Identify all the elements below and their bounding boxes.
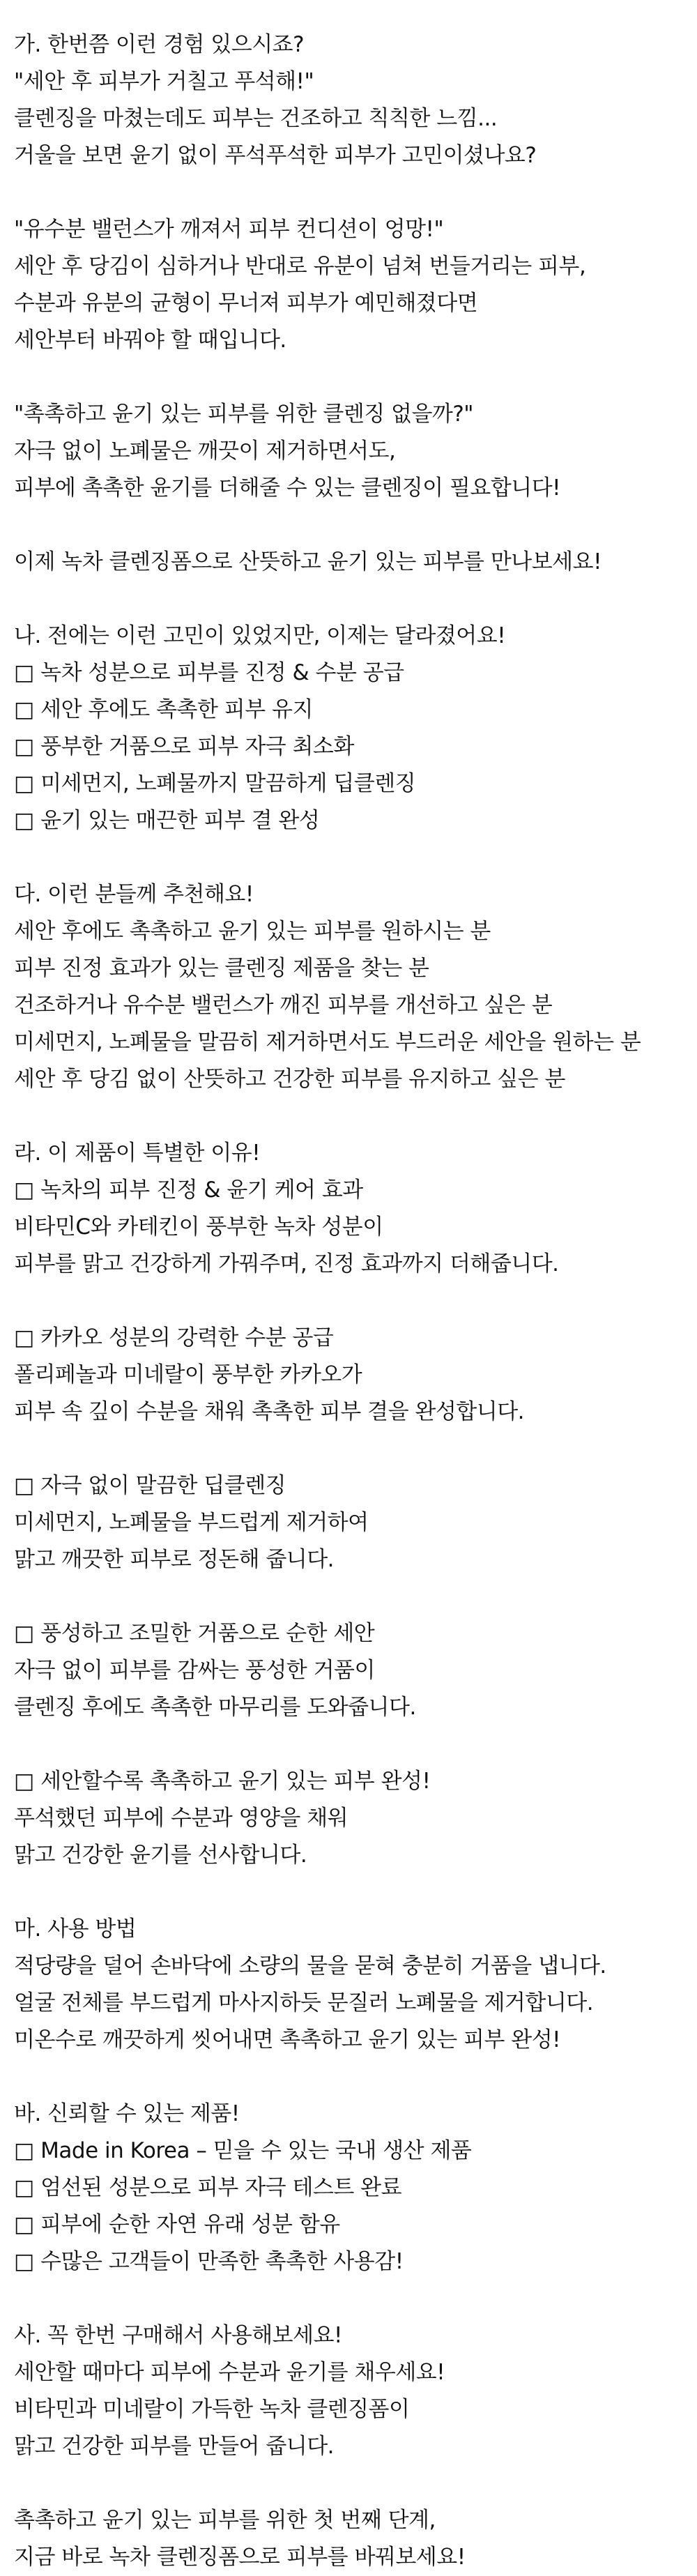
text-line: □ 엄선된 성분으로 피부 자극 테스트 완료 (14, 2175, 402, 2200)
block-first-line: 나. 전에는 이런 고민이 있었지만, 이제는 달라졌어요! (14, 623, 506, 648)
text-line: 클렌징 후에도 촉촉한 마무리를 도와줍니다. (14, 1695, 416, 1720)
text-line: □ 풍부한 거품으로 피부 자극 최소화 (14, 734, 354, 759)
block-first-line: □ 자극 없이 말끔한 딥클렌징 (14, 1473, 286, 1498)
text-line: □ Made in Korea – 믿을 수 있는 국내 생산 제품 (14, 2138, 472, 2163)
text-block (14, 1320, 683, 1431)
text-block (14, 618, 683, 839)
text-block (14, 26, 683, 174)
block-first-line: □ 풍성하고 조밀한 거품으로 순한 세안 (14, 1621, 375, 1646)
text-line: 지금 바로 녹차 클렌징폼으로 피부를 바꿔보세요! (14, 2545, 466, 2570)
text-block (14, 1911, 683, 2059)
paragraph-spacer (14, 359, 683, 396)
text-line: 폴리페놀과 미네랄이 풍부한 카카오가 (14, 1362, 362, 1387)
text-line: □ 미세먼지, 노폐물까지 말끔하게 딥클렌징 (14, 771, 416, 796)
text-block (14, 544, 683, 581)
text-line: 자극 없이 피부를 감싸는 풍성한 거품이 (14, 1658, 375, 1683)
text-block (14, 2096, 683, 2280)
text-line: 세안 후 당김 없이 산뜻하고 건강한 피부를 유지하고 싶은 분 (14, 1067, 565, 1092)
text-line: "세안 후 피부가 거칠고 푸석해!" (14, 69, 314, 94)
text-line: 미세먼지, 노폐물을 부드럽게 제거하여 (14, 1510, 369, 1535)
text-block (14, 1763, 683, 1874)
text-line: □ 녹차 성분으로 피부를 진정 & 수분 공급 (14, 660, 404, 685)
text-line: □ 녹차의 피부 진정 & 윤기 케어 효과 (14, 1178, 363, 1203)
text-line: 건조하거나 유수분 밸런스가 깨진 피부를 개선하고 싶은 분 (14, 993, 553, 1018)
text-line: 클렌징을 마쳤는데도 피부는 건조하고 칙칙한 느낌... (14, 106, 498, 131)
text-line: □ 세안 후에도 촉촉한 피부 유지 (14, 697, 313, 722)
text-line: 세안 후 당김이 심하거나 반대로 유분이 넘쳐 번들거리는 피부, (14, 254, 586, 279)
paragraph-spacer (14, 1283, 683, 1320)
text-line: 세안부터 바꿔야 할 때입니다. (14, 328, 286, 353)
paragraph-spacer (14, 1726, 683, 1763)
block-first-line: 바. 신뢰할 수 있는 제품! (14, 2101, 240, 2126)
text-line: 피부를 맑고 건강하게 가꿔주며, 진정 효과까지 더해줍니다. (14, 1251, 559, 1276)
text-line: 푸석했던 피부에 수분과 영양을 채워 (14, 1806, 348, 1831)
product-description-document (14, 26, 683, 2576)
text-line: 적당량을 덜어 손바닥에 소량의 물을 묻혀 충분히 거품을 냅니다. (14, 1953, 606, 1979)
text-line: 수분과 유분의 균형이 무너져 피부가 예민해졌다면 (14, 291, 478, 316)
block-first-line: 다. 이런 분들께 추천해요! (14, 882, 254, 907)
text-line: 미세먼지, 노폐물을 말끔히 제거하면서도 부드러운 세안을 원하는 분 (14, 1030, 641, 1055)
text-line: □ 윤기 있는 매끈한 피부 결 완성 (14, 808, 320, 833)
text-line: 거울을 보면 윤기 없이 푸석푸석한 피부가 고민이셨나요? (14, 143, 537, 168)
text-line: 맑고 깨끗한 피부로 정돈해 줍니다. (14, 1547, 335, 1572)
text-line: 세안할 때마다 피부에 수분과 윤기를 채우세요! (14, 2360, 445, 2385)
text-line: 세안 후에도 촉촉하고 윤기 있는 피부를 원하시는 분 (14, 919, 491, 944)
text-line: 피부 속 깊이 수분을 채워 촉촉한 피부 결을 완성합니다. (14, 1399, 524, 1424)
paragraph-spacer (14, 1431, 683, 1468)
paragraph-spacer (14, 1578, 683, 1615)
text-line: 미온수로 깨끗하게 씻어내면 촉촉하고 윤기 있는 피부 완성! (14, 2027, 561, 2052)
text-line: 비타민과 미네랄이 가득한 녹차 클렌징폼이 (14, 2397, 410, 2422)
text-block (14, 396, 683, 507)
text-line: 비타민C와 카테킨이 풍부한 녹차 성분이 (14, 1214, 383, 1240)
text-block (14, 211, 683, 359)
block-first-line: 사. 꼭 한번 구매해서 사용해보세요! (14, 2323, 342, 2348)
paragraph-spacer (14, 507, 683, 544)
text-block (14, 1615, 683, 1726)
block-first-line: 라. 이 제품이 특별한 이유! (14, 1141, 261, 1166)
text-line: 피부에 촉촉한 윤기를 더해줄 수 있는 클렌징이 필요합니다! (14, 475, 561, 501)
text-block (14, 2502, 683, 2576)
text-line: 얼굴 전체를 부드럽게 마사지하듯 문질러 노폐물을 제거합니다. (14, 1990, 594, 2015)
text-line: 피부 진정 효과가 있는 클렌징 제품을 찾는 분 (14, 956, 429, 981)
block-first-line: "유수분 밸런스가 깨져서 피부 컨디션이 엉망!" (14, 217, 444, 242)
paragraph-spacer (14, 2280, 683, 2317)
paragraph-spacer (14, 2465, 683, 2502)
paragraph-spacer (14, 839, 683, 876)
block-first-line: 마. 사용 방법 (14, 1916, 137, 1942)
text-line: □ 피부에 순한 자연 유래 성분 함유 (14, 2212, 340, 2237)
paragraph-spacer (14, 2059, 683, 2096)
block-first-line: 이제 녹차 클렌징폼으로 산뜻하고 윤기 있는 피부를 만나보세요! (14, 549, 602, 574)
block-first-line: □ 카카오 성분의 강력한 수분 공급 (14, 1325, 334, 1350)
paragraph-spacer (14, 1098, 683, 1135)
text-block (14, 1468, 683, 1578)
paragraph-spacer (14, 174, 683, 211)
block-first-line: 촉촉하고 윤기 있는 피부를 위한 첫 번째 단계, (14, 2508, 436, 2533)
text-block (14, 876, 683, 1098)
block-first-line: □ 세안할수록 촉촉하고 윤기 있는 피부 완성! (14, 1769, 431, 1794)
block-first-line: 가. 한번쯤 이런 경험 있으시죠? (14, 32, 305, 57)
text-line: □ 수많은 고객들이 만족한 촉촉한 사용감! (14, 2249, 404, 2274)
text-line: 맑고 건강한 피부를 만들어 줍니다. (14, 2434, 335, 2459)
text-line: 맑고 건강한 윤기를 선사합니다. (14, 1843, 307, 1868)
block-first-line: "촉촉하고 윤기 있는 피부를 위한 클렌징 없을까?" (14, 402, 474, 427)
text-block (14, 1135, 683, 1283)
paragraph-spacer (14, 581, 683, 618)
text-block (14, 2317, 683, 2465)
text-line: 자극 없이 노폐물은 깨끗이 제거하면서도, (14, 439, 396, 464)
paragraph-spacer (14, 1874, 683, 1911)
